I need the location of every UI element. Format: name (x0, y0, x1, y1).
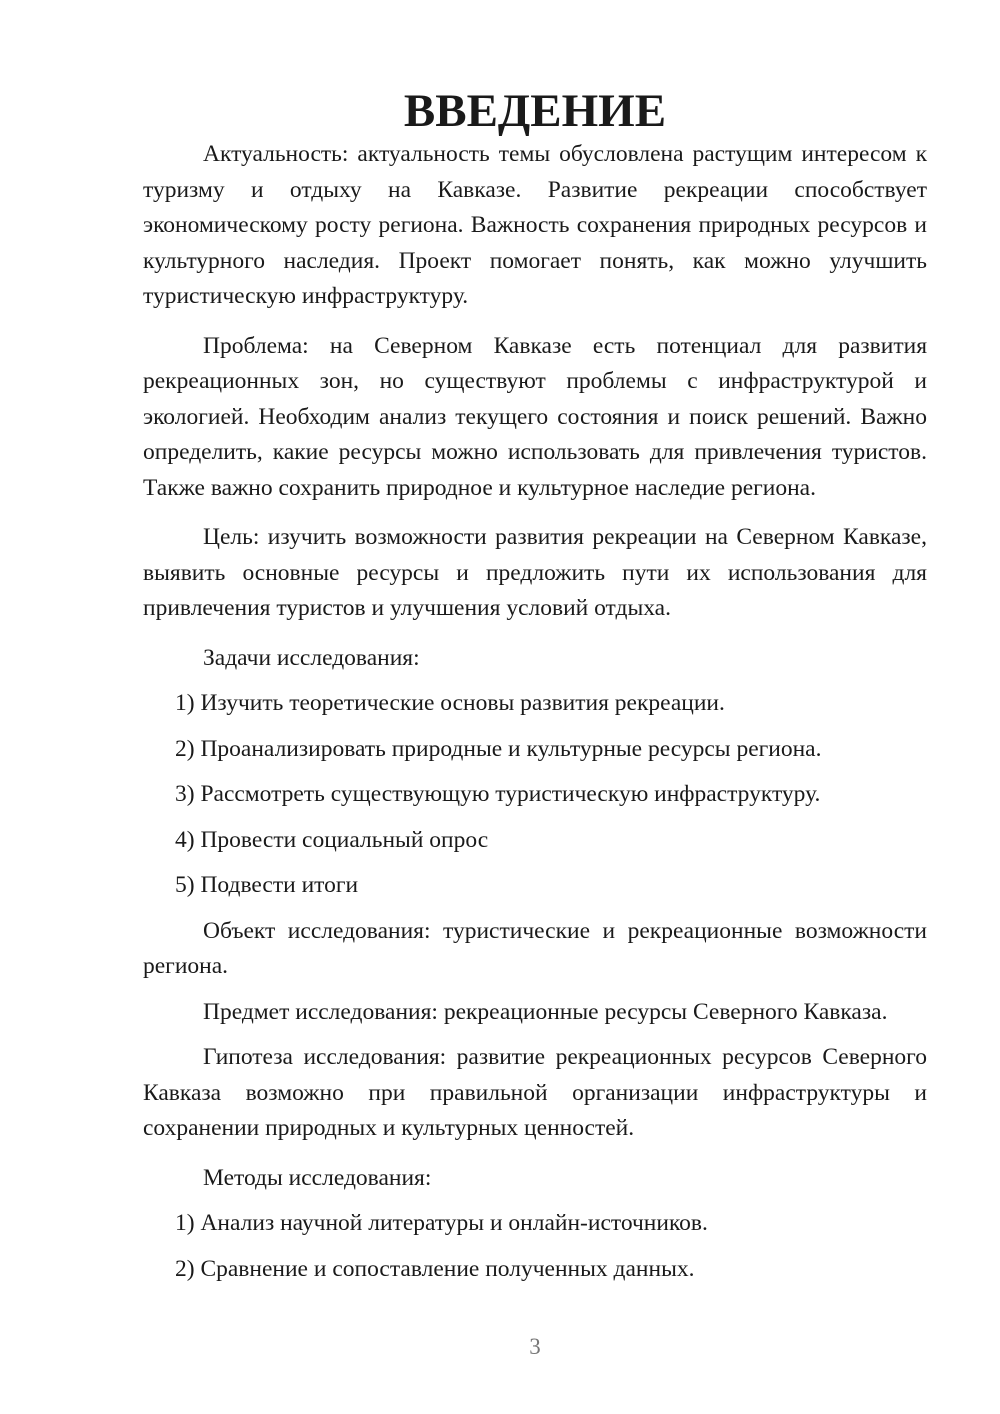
section-title: ВВЕДЕНИЕ (403, 85, 667, 137)
task-item: 1) Изучить теоретические основы развития рекреации. (175, 690, 725, 716)
task-item: 3) Рассмотреть существующую туристическую инфраструктуру. (175, 781, 821, 807)
task-item: 2) Проанализировать природные и культурные ресурсы региона. (175, 735, 822, 762)
problem-paragraph: Проблема: на Северном Кавказе есть потенциал для развития рекреационных зон, но существуют проблемы с инфраструктурой и экологией. Необходим анализ текущего состояния и поиск решений. Важно определить, какие ресурсы можно использовать для привлечения туристов. Также важно сохранить природное и культурное наследие региона. (143, 332, 927, 501)
tasks-heading: Задачи исследования: (203, 644, 420, 671)
task-item: 5) Подвести итоги (175, 872, 359, 898)
task-item: 4) Провести социальный опрос (175, 826, 489, 853)
methods-heading: Методы исследования: (203, 1164, 432, 1191)
methods-list (143, 1206, 927, 1287)
object-paragraph: Объект исследования: туристические и рекреационные возможности региона. (143, 917, 927, 979)
tasks-list (143, 686, 927, 904)
subject-paragraph: Предмет исследования: рекреационные ресурсы Северного Кавказа. (203, 998, 888, 1025)
page-number: 3 (529, 1334, 541, 1359)
document-body (143, 85, 927, 1297)
relevance-paragraph: Актуальность: актуальность темы обусловлена растущим интересом к туризму и отдыху на Кавказе. Развитие рекреации способствует экономическому росту региона. Важность сохранения природных ресурсов и культурного наследия. Проект помогает понять, как можно улучшить туристическую инфраструктуру. (143, 141, 927, 309)
method-item: 2) Сравнение и сопоставление полученных данных. (175, 1255, 695, 1282)
goal-paragraph: Цель: изучить возможности развития рекреации на Северном Кавказе, выявить основные ресурсы и предложить пути их использования для привлечения туристов и улучшения условий отдыха. (143, 524, 927, 621)
hypothesis-paragraph: Гипотеза исследования: развитие рекреационных ресурсов Северного Кавказа возможно при правильной организации инфраструктуры и сохранении природных и культурных ценностей. (143, 1044, 927, 1141)
method-item: 1) Анализ научной литературы и онлайн-источников. (175, 1210, 708, 1236)
